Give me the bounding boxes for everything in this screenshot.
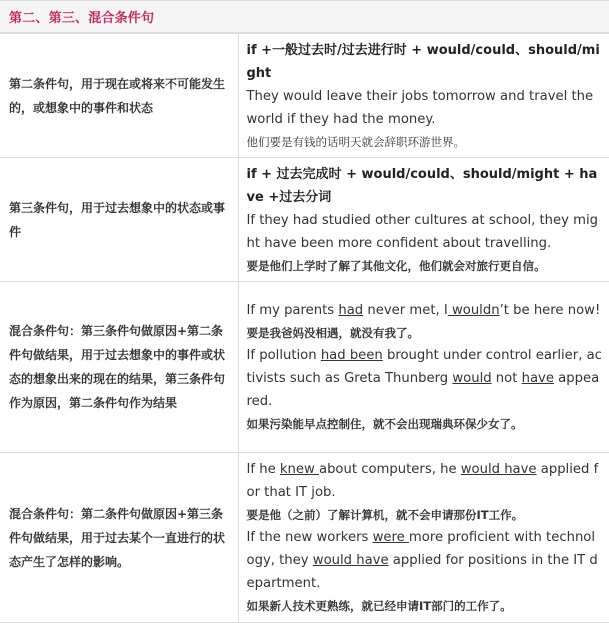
example-chinese: 要是他（之前）了解计算机，就不会申请那份IT工作。: [246, 508, 524, 522]
example-cell: [238, 282, 609, 453]
table-row: [0, 34, 609, 158]
example-cell: [238, 34, 609, 158]
formula-text: if +一般过去时/过去进行时 + would/could、should/might: [246, 42, 600, 81]
condition-type-description: 第三条件句，用于过去想象中的状态或事件: [9, 200, 226, 239]
table-row: [0, 158, 609, 282]
section-header: [0, 0, 609, 33]
condition-type-description: 第二条件句，用于现在或将来不可能发生的，或想象中的事件和状态: [9, 76, 226, 115]
type-cell: [0, 453, 238, 623]
underlined-verb: would have: [460, 462, 537, 477]
underlined-verb: would have: [312, 553, 389, 568]
text-span: If pollution: [246, 348, 321, 363]
example-chinese: 要是我爸妈没相遇，就没有我了。: [246, 326, 419, 340]
example-english: [247, 344, 604, 413]
text-span: never met, I: [363, 303, 448, 318]
example-cell: [238, 453, 609, 623]
text-span: If my parents: [246, 303, 339, 318]
section-title: 第二、第三、混合条件句: [9, 11, 155, 26]
underlined-verb: have: [521, 371, 554, 386]
text-span: about computers, he: [318, 462, 461, 477]
text-span: appeared.: [246, 371, 600, 409]
example-cell: [238, 158, 609, 282]
text-span: If he: [246, 462, 280, 477]
example-english: They would leave their jobs tomorrow and travel the world if they had the money.: [246, 88, 594, 127]
condition-type-description: 混合条件句：第三条件句做原因+第二条件句做结果，用于过去想象中的事件或状态的想象出来的现在的结果，第三条件句作为原因，第二条件句作为结果: [9, 324, 226, 410]
type-cell: [0, 34, 238, 158]
example-english: If they had studied other cultures at school, they might have been more confident about travelling.: [246, 212, 599, 251]
text-span: brought under control earlier, activists such as Greta Thunberg: [246, 348, 602, 386]
example-chinese: 要是他们上学时了解了其他文化，他们就会对旅行更自信。: [246, 258, 546, 273]
example-chinese: 如果新人技术更熟练，就已经申请IT部门的工作了。: [246, 599, 512, 613]
text-span: If the new workers: [246, 530, 373, 545]
condition-type-description: 混合条件句：第二条件句做原因+第三条件句做结果，用于过去某个一直进行的状态产生了怎样的影响。: [9, 506, 226, 569]
underlined-verb: wouldn: [447, 303, 500, 318]
text-span: applied for positions in the IT department.: [246, 553, 598, 591]
formula-text: if + 过去完成时 + would/could、should/might + have +过去分词: [246, 166, 598, 205]
table-row: [0, 453, 609, 623]
underlined-verb: would: [452, 371, 492, 386]
table-row: [0, 282, 609, 453]
example-chinese: 他们要是有钱的话明天就会辞职环游世界。: [246, 134, 465, 149]
text-span: ’t be here now!: [499, 303, 601, 318]
grammar-table: [0, 33, 609, 623]
example-english: [247, 458, 604, 504]
text-span: not: [491, 371, 522, 386]
text-span: applied for that IT job.: [246, 462, 599, 500]
underlined-verb: knew: [279, 462, 319, 477]
text-span: more proficient with technology, they: [246, 530, 596, 568]
underlined-verb: had: [338, 303, 364, 318]
underlined-verb: were: [372, 530, 409, 545]
example-english: [247, 526, 604, 595]
example-chinese: 如果污染能早点控制住，就不会出现瑞典环保少女了。: [246, 417, 523, 431]
example-english: [247, 299, 604, 322]
type-cell: [0, 282, 238, 453]
type-cell: [0, 158, 238, 282]
underlined-verb: had been: [320, 348, 383, 363]
